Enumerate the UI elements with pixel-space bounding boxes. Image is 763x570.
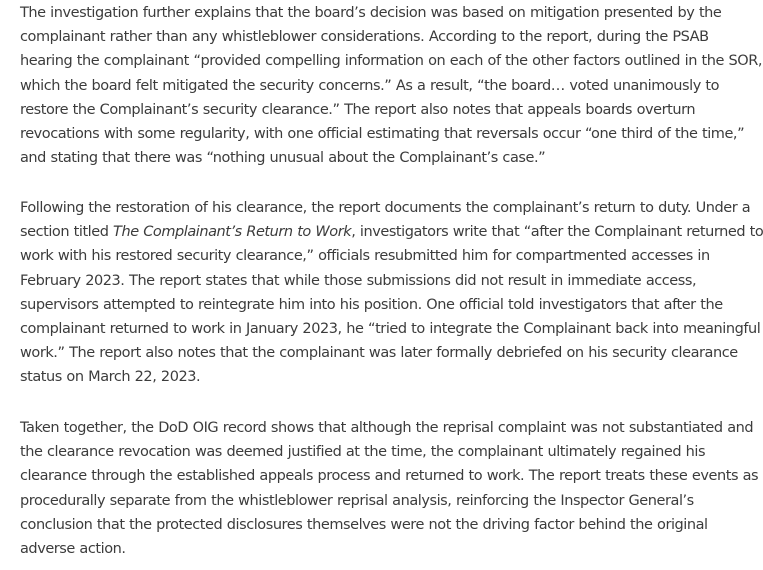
paragraph-board-decision: [20, 1, 763, 170]
text-line: procedurally separate from the whistleblower reprisal analysis, reinforcing the Inspector General’s: [20, 492, 694, 509]
section-title-continuation: , investigators write that “after the Complainant returned to: [351, 224, 763, 241]
text-line: Following the restoration of his clearance, the report documents the complainant’s return to duty. Under a: [20, 200, 751, 216]
text-line: revocations with some regularity, with one official estimating that reversals occur “one third of the time,”: [20, 126, 745, 143]
text-line: the clearance revocation was deemed justified at the time, the complainant ultimately regained his: [20, 444, 706, 461]
text-line: status on March 22, 2023.: [20, 369, 201, 386]
text-line: supervisors attempted to reintegrate him into his position. One official told investigators that after the: [20, 296, 723, 313]
text-line: hearing the complainant “provided compelling information on each of the other factors outlined in the SOR,: [20, 53, 763, 70]
text-line: work.” The report also notes that the complainant was later formally debriefed on his security clearance: [20, 345, 738, 362]
text-line: complainant rather than any whistleblower considerations. According to the report, during the PSAB: [20, 29, 709, 46]
paragraph-return-to-duty: [20, 196, 763, 390]
text-line: The investigation further explains that the board’s decision was based on mitigation presented by the: [20, 5, 722, 21]
text-line: February 2023. The report states that while those submissions did not result in immediate access,: [20, 272, 697, 289]
text-line: conclusion that the protected disclosures themselves were not the driving factor behind the original: [20, 516, 708, 533]
text-line: adverse action.: [20, 541, 126, 558]
paragraph-conclusion: [20, 416, 759, 561]
text-line: which the board felt mitigated the security concerns.” As a result, “the board… voted unanimously to: [20, 77, 720, 94]
text-line: restore the Complainant’s security clearance.” The report also notes that appeals boards overturn: [20, 101, 696, 118]
text-line: and stating that there was “nothing unusual about the Complainant’s case.”: [20, 150, 546, 167]
text-line: Taken together, the DoD OIG record shows that although the reprisal complaint was not substantiated and: [20, 420, 754, 436]
text-line: clearance through the established appeals process and returned to work. The report treats these events as: [20, 468, 759, 485]
text-line: complainant returned to work in January 2023, he “tried to integrate the Complainant back into meaningful: [20, 321, 761, 338]
text-line: work with his restored security clearance,” officials resubmitted him for compartmented accesses in: [20, 248, 710, 265]
section-title-intro: section titled: [20, 224, 114, 241]
text-line-with-section-title: [20, 220, 763, 244]
section-title-italic: The Complainant’s Return to Work: [113, 224, 352, 241]
